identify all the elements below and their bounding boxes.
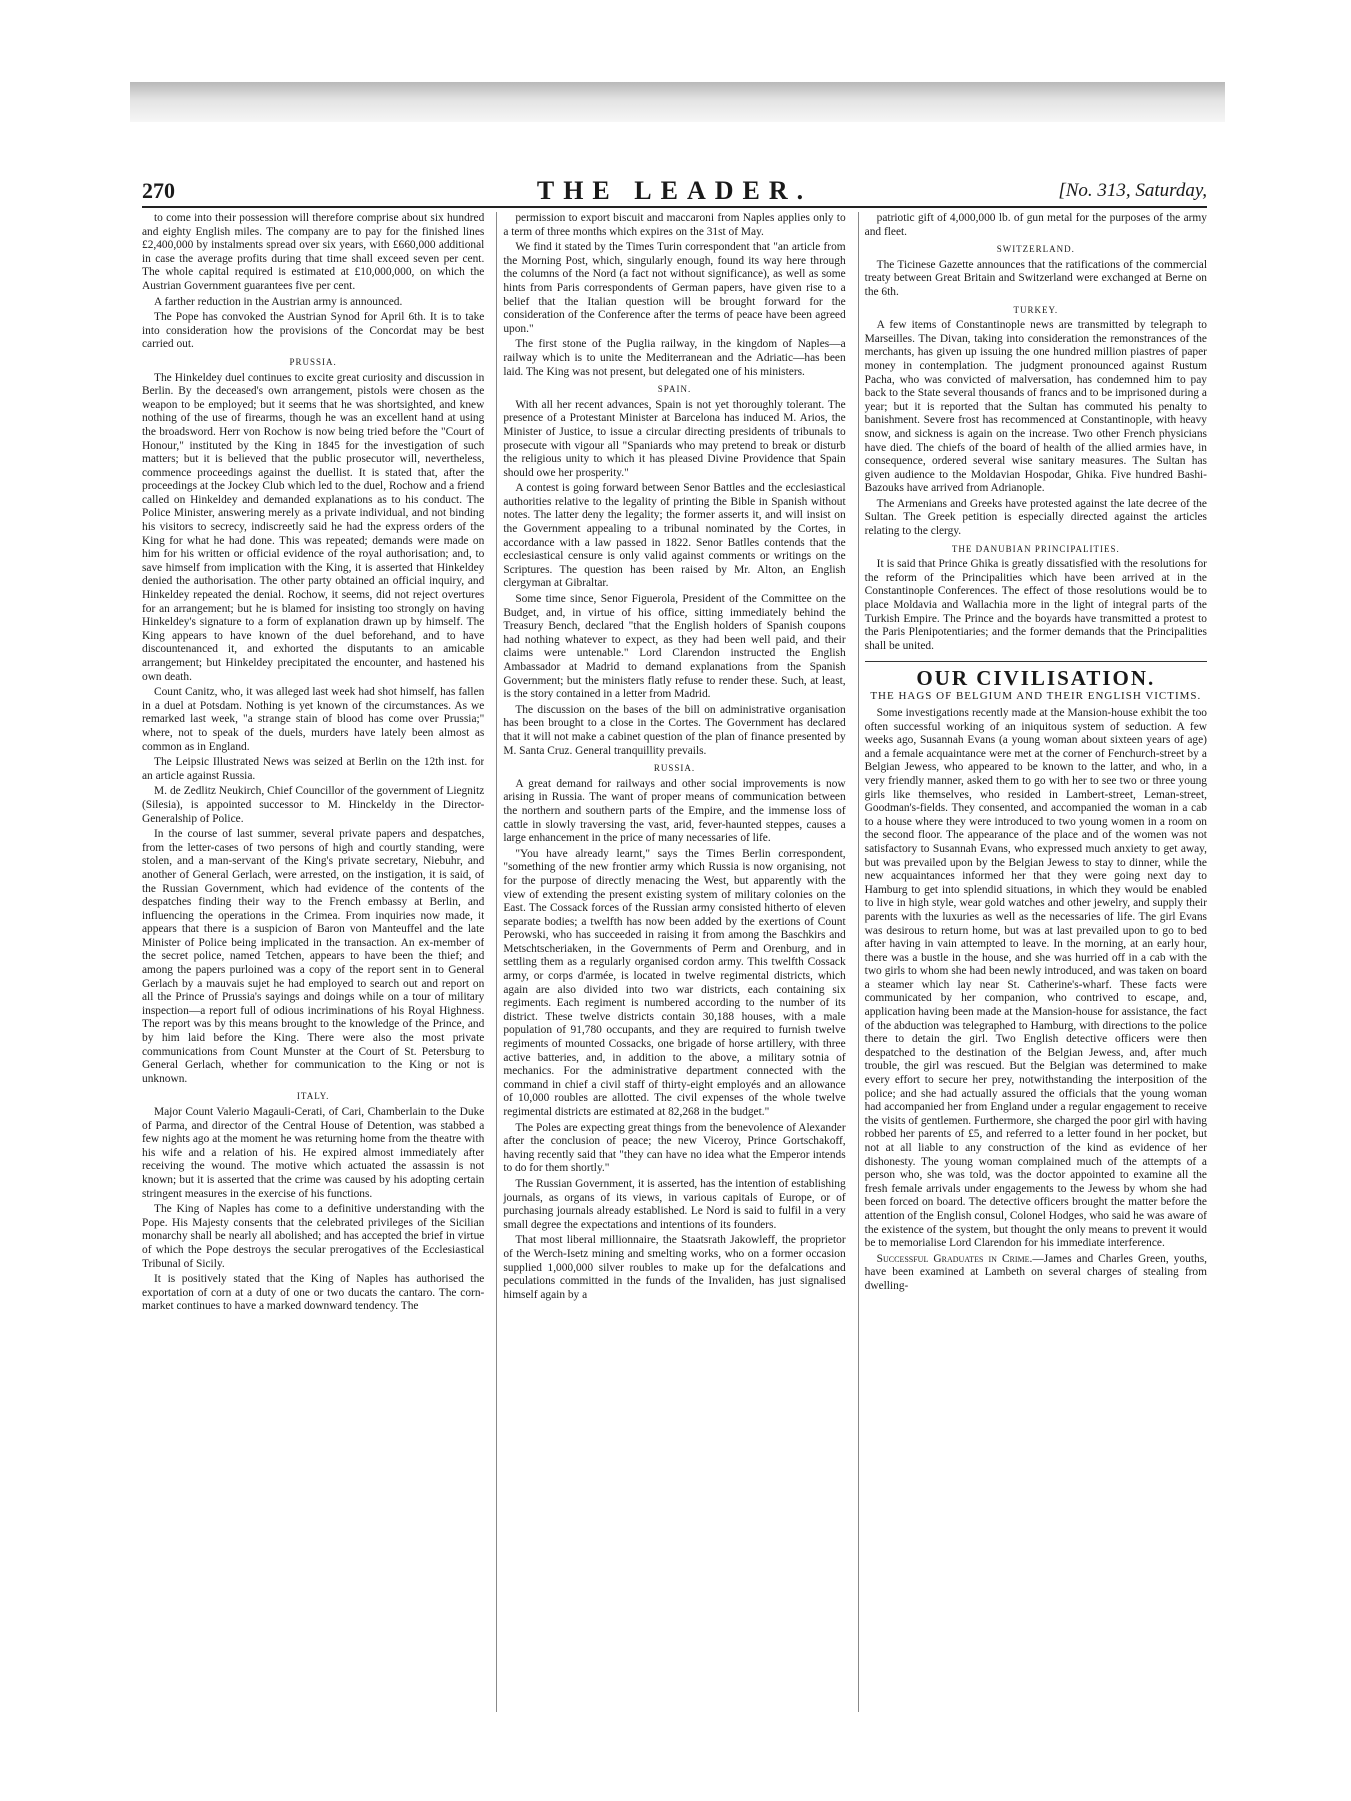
paragraph: Major Count Valerio Magauli-Cerati, of Cari, Chamberlain to the Duke of Parma, and director of the Central House of Detention, was stabbed a few nights ago at the moment he was returning home from the theatre with his wife and a relation of his. He expired almost immediately after receiving the wound. The motive which actuated the assassin is not known; but it is asserted that the crime was caused by his adopting certain stringent measures in the exercise of his functions. (142, 1106, 485, 1200)
section-heading-russia: RUSSIA. (653, 763, 696, 774)
paragraph: The Ticinese Gazette announces that the ratifications of the commercial treaty between Great Britain and Switzerland were exchanged at Berne on the 6th. (864, 258, 1207, 298)
section-heading-prussia: PRUSSIA. (289, 356, 337, 367)
paragraph: That most liberal millionnaire, the Staatsrath Jakowleff, the proprietor of the Werch-Isetz mining and smelting works, who on a former occasion supplied 1,000,000 silver roubles to make up for the defalcations and peculations committed in the funds of the Invaliden, has just signalised himself again by a (503, 1234, 846, 1301)
paragraph: The Armenians and Greeks have protested against the late decree of the Sultan. The Greek petition is especially directed against the articles relating to the clergy. (864, 497, 1207, 538)
paragraph: The discussion on the bases of the bill on administrative organisation has been brought to a close in the Cortes. The Government has declared that it will not make a cabinet question of the plan of finance presented by M. Santa Cruz. General tranquillity prevails. (503, 703, 846, 757)
paragraph-body: —James and Charles Green, youths, have been examined at Lambeth on several charges of stealing from dwelling- (864, 1252, 1207, 1292)
article-subtitle: THE HAGS OF BELGIUM AND THEIR ENGLISH VICTIMS. (870, 690, 1202, 702)
paragraph: It is positively stated that the King of Naples has authorised the exportation of corn at a duty of one or two ducats the cantaro. The corn-market continues to have a marked downward tendency. The (142, 1273, 485, 1313)
paragraph: The Pope has convoked the Austrian Synod for April 6th. It is to take into consideration how the provisions of the Concordat may be best carried out. (142, 311, 485, 351)
column-2 (496, 212, 845, 1712)
paragraph: A great demand for railways and other social improvements is now arising in Russia. The want of proper means of communication between the northern and southern parts of the Empire, and the immense loss of cattle in slowly traversing the vast, arid, fever-haunted steppes, causes a large enhancement in the price of many necessaries of life. (503, 777, 846, 845)
paragraph: We find it stated by the Times Turin correspondent that "an article from the Morning Post, which, singularly enough, found its way here through the columns of the Nord (a fact not without significance), as well as some hints from Paris correspondents of German papers, have given rise to a belief that the Italian question will be brought forward for the consideration of the Conference after the terms of peace have been agreed upon." (503, 241, 846, 335)
paragraph: The Russian Government, it is asserted, has the intention of establishing journals, as organs of its views, in various capitals of Europe, or of purchasing journals already established. Le Nord is said to fulfil in a very small degree the expectations and intentions of its founders. (503, 1177, 846, 1231)
paragraph: Count Canitz, who, it was alleged last week had shot himself, has fallen in a duel at Potsdam. Nothing is yet known of the circumstances. As we remarked last week, "a strange stain of blood has come over Prussia;" where, not to speak of the duels, murders have lately been almost as common as in England. (142, 686, 485, 753)
column-3 (858, 212, 1207, 1712)
paragraph: With all her recent advances, Spain is not yet thoroughly tolerant. The presence of a Protestant Minister at Barcelona has induced M. Arios, the Minister of Justice, to issue a circular directing presidents of tribunals to prosecute with vigour all "Spaniards who may pretend to break or disturb the religious unity to which it has pleased Divine Providence that Spain should owe her prosperity." (503, 398, 846, 479)
paragraph: permission to export biscuit and maccaroni from Naples applies only to a term of three months which expires on the 31st of May. (503, 212, 846, 238)
paragraph: "You have already learnt," says the Times Berlin correspondent, "something of the new frontier army which Russia is now organising, not for the purpose of directly menacing the West, but apparently with the view of extending the present existing system of military colonies on the East. The Cossack forces of the Russian army consisted hitherto of eleven separate bodies; a twelfth has now been added by the exertions of Count Perowski, who has succeeded in raising it from among the Baschkirs and Metschtscheriaken, in the Governments of Perm and Orenburg, and in settling them as a regularly organised cordon army. This twelfth Cossack army, or corps d'armée, is located in twelve regimental districts, which again are also divided into two war districts, each containing six regiments. Each regiment is numbered according to the number of its district. These twelve districts contain 30,188 houses, with a male population of 91,780 occupants, and they are required to furnish twelve regiments of mounted Cossacks, one brigade of horse artillery, with three active batteries, and, in addition to the above, a military sotnia of mechanics. For the administrative department connected with the command in chief a civil staff of thirty-eight employés and an allowance of 10,000 roubles are allotted. The civil expenses of the whole twelve regimental districts are estimated at 82,268 in the budget." (503, 847, 846, 1118)
paragraph-lead: Successful Graduates in Crime. (876, 1252, 1033, 1265)
paragraph: The King of Naples has come to a definitive understanding with the Pope. His Majesty consents that the celebrated privileges of the Sicilian monarchy shall be nearly all abolished; and has accepted the brief in virtue of which the Pope destroys the secular prerogatives of the Ecclesiastical Tribunal of Sicily. (142, 1203, 485, 1270)
paragraph: Some time since, Senor Figuerola, President of the Committee on the Budget, and, in virtue of his office, sitting immediately behind the Treasury Bench, declared "that the English holders of Spanish coupons had nothing whatever to expect, as they had been well paid, and their claims were untenable." Lord Clarendon instructed the English Ambassador at Madrid to demand explanations from the Spanish Government; but the ministers flatly refuse to render these. Such, at least, is the story contained in a letter from Madrid. (503, 593, 846, 701)
issue-info: [No. 313, Saturday, (1058, 180, 1207, 201)
column-1 (142, 212, 484, 1712)
section-heading-switzerland: SWITZERLAND. (996, 244, 1075, 255)
paragraph: The first stone of the Puglia railway, in the kingdom of Naples—a railway which is to unite the Mediterranean and the Adriatic—has been laid. The King was not present, but delegated one of his ministers. (503, 338, 846, 378)
paragraph: The Leipsic Illustrated News was seized at Berlin on the 12th inst. for an article against Russia. (142, 756, 485, 782)
section-heading-italy: ITALY. (296, 1091, 330, 1102)
paragraph: It is said that Prince Ghika is greatly dissatisfied with the resolutions for the reform of the Principalities which have been arrived at in the Constantinople Conferences. The effect of those resolutions would be to place Moldavia and Wallachia more in the light of integral parts of the Turkish Empire. The Prince and the boyards have transmitted a protest to the Paris Plenipotentiaries; and the former demands that the Principalities shall be united. (864, 558, 1207, 652)
section-heading-spain: SPAIN. (657, 384, 692, 395)
paragraph: M. de Zedlitz Neukirch, Chief Councillor of the government of Liegnitz (Silesia), is appointed successor to M. Hinckeldy in the Director-Generalship of Police. (142, 785, 485, 825)
masthead-title: THE LEADER. (536, 176, 813, 205)
section-heading-turkey: TURKEY. (1013, 304, 1059, 315)
paragraph: to come into their possession will therefore comprise about six hundred and eighty English miles. The company are to pay for the finished lines £2,400,000 by instalments spread over six years, with £660,000 additional in case the average profits during that time shall exceed seven per cent. The whole capital required is estimated at £10,000,000, on which the Austrian Government guarantees five per cent. (142, 212, 485, 292)
paragraph: patriotic gift of 4,000,000 lb. of gun metal for the purposes of the army and fleet. (864, 212, 1207, 238)
paragraph: The Poles are expecting great things from the benevolence of Alexander after the conclusion of peace; the new Viceroy, Prince Gortschakoff, having recently said that "they can have no idea what the Emperor intends to do for them shortly." (503, 1121, 846, 1175)
paragraph: Some investigations recently made at the Mansion-house exhibit the too often successful working of an iniquitous system of seduction. A few weeks ago, Susannah Evans (a young woman about sixteen years of age) and a female acquaintance were met at the corner of Fenchurch-street by a Belgian Jewess, who appeared to be known to the latter, and who, in a very friendly manner, asked them to go with her to see two or three young girls like themselves, who resided in Lambert-street, Leman-street, Goodman's-fields. They consented, and accompanied the woman in a cab to a house where they were introduced to two young women in a room on the second floor. The appearance of the place and of the women was not satisfactory to Susannah Evans, who expressed much anxiety to get away, but was prevailed upon by the Belgian Jewess to stay to dinner, while the new acquaintances informed her that they were going next day to Hamburg to get into splendid situations, in which they would be enabled to live in high style, wear gold watches and other jewelry, and supply their parents with the luxuries as well as the necessaries of life. The girl Evans was desirous to return home, but was at last prevailed upon to go to bed after having in vain attempted to leave. In the morning, at an early hour, there was a bustle in the house, and she was hurried off in a cab with the two girls to whom she had been newly introduced, and was taken on board a steamer which lay near St. Catherine's-wharf. These facts were communicated by her companion, who contrived to escape, and, application having been made at the Mansion-house for assistance, the fact of the abduction was telegraphed to Hamburg, with directions to the police there to detain the girl. Two English detective officers were then despatched to the destination of the Belgian Jewess, and, after much trouble, the girl was rescued. But the Belgian was determined to make every effort to secure her prey, notwithstanding the interposition of the police; and she had actually assured the officials that the young woman had accompanied her from England under a regular engagement to receive the visits of gentlemen. Furthermore, she charged the poor girl with having robbed her parents of £5, and referred to a letter found in her pocket, but not at all liable to any construction of the kind as evidence of her dishonesty. The young woman complained much of the attempts of a person who, she was told, was the doctor appointed to examine all the fresh female arrivals under engagements to the Jewess by whom she had been forced on board. The detective officers brought the matter before the attention of the English consul, Colonel Hodges, who said he was aware of the existence of the system, but thought the only means to prevent it would be to memorialise Lord Clarendon for his immediate interference. (864, 707, 1207, 1250)
paragraph (865, 1253, 1207, 1294)
paragraph: A farther reduction in the Austrian army is announced. (154, 295, 403, 308)
paragraph: A few items of Constantinople news are transmitted by telegraph to Marseilles. The Divan, taking into consideration the remonstrances of the merchants, has given up issuing the one hundred million piastres of paper money in contemplation. The judgment pronounced against Rustum Pacha, who was convicted of malversation, has condemned him to pay back to the State several thousands of francs and to be imprisoned during a year; but it is reported that the Sultan has commuted his penalty to banishment. Severe frost has recommenced at Constantinople, with heavy snow, and sickness is again on the increase. Two other French physicians have died. The chiefs of the board of health of the allied armies have, in consequence, ordered several wise sanitary measures. The Sultan has given audience to the Moldavian Hospodar, Ghika. Five hundred Bashi-Bazouks have arrived from Adrianople. (864, 319, 1207, 495)
article-columns (142, 212, 1207, 1712)
page-header (142, 176, 1207, 208)
paragraph: A contest is going forward between Senor Battles and the ecclesiastical authorities relative to the legality of printing the Bible in Spanish without notes. The latter deny the legality; the former asserts it, and will insist on the Government appealing to a tribunal nominated by the Cortes, in accordance with a law passed in 1822. Senor Batlles contends that the ecclesiastical censure is only valid against comments or writings on the Scriptures. The question has been raised by Mr. Alton, an English clergyman at Gibraltar. (503, 482, 846, 590)
article-title: OUR CIVILISATION. (865, 661, 1207, 686)
scan-header-strip (130, 82, 1225, 122)
paragraph: In the course of last summer, several private papers and despatches, from the letter-cases of two persons of high and courtly standing, were stolen, and a man-servant of the King's private secretary, Niebuhr, and another of General Gerlach, were arrested, on the instigation, it is said, of the Russian Government, which had evidence of the contents of the despatches finding their way to the French embassy at Berlin, and influencing the operations in the Crimea. From inquiries now made, it appears that there is a suspicion of Baron von Manteuffel and the late Minister of Police being implicated in the transaction. An ex-member of the secret police, named Tetchen, appears to have been the thief; and among the papers purloined was a copy of the report sent in to General Gerlach by a mauvais sujet he had employed to search out and report on all the Prince of Prussia's sayings and doings while on a tour of military inspection—a report full of odious incriminations of his Royal Highness. The report was by this means brought to the knowledge of the Prince, and by him laid before the King. There were also the most private communications from Count Munster at the Court of St. Petersburg to General Gerlach, whether for communication to the King or not is unknown. (142, 828, 485, 1085)
page-number: 270 (142, 178, 175, 203)
paragraph: The Hinkeldey duel continues to excite great curiosity and discussion in Berlin. By the deceased's own arrangement, pistols were chosen as the weapon to be employed; but it seems that he was shortsighted, and knew nothing of the use of firearms, though he was an excellent hand at using the broadsword. Herr von Rochow is now being tried before the "Court of Honour," instituted by the King in 1845 for the investigation of such matters; but it is believed that the public prosecutor will, nevertheless, commence proceedings against the duellist. It is stated that, after the proceedings at the Jockey Club which led to the duel, Rochow and a friend called on Hinkeldey and demanded explanations as to his conduct. The Police Minister, answering merely as a private individual, and not binding his visitors to secrecy, indiscreetly said he had the express orders of the King for what he had done. This was repeated; demands were made on him for his written or official evidence of the royal authorisation; and, to save himself from implication with the King, it is asserted that Hinkeldey denied the authorisation. The other party obtained an official inquiry, and Hinkeldey repeated the denial. Rochow, it seems, did not reject overtures for an arrangement; but he is blamed for insisting too strongly on having Hinkeldey's signature to a form of explanation drawn up by himself. The King appears to have known of the duel beforehand, and to have discountenanced it, and exhorted the disputants to an amicable arrangement; but Hinkeldey precipitated the encounter, and hastened his own death. (142, 371, 485, 683)
section-heading-danubian: THE DANUBIAN PRINCIPALITIES. (951, 543, 1120, 554)
